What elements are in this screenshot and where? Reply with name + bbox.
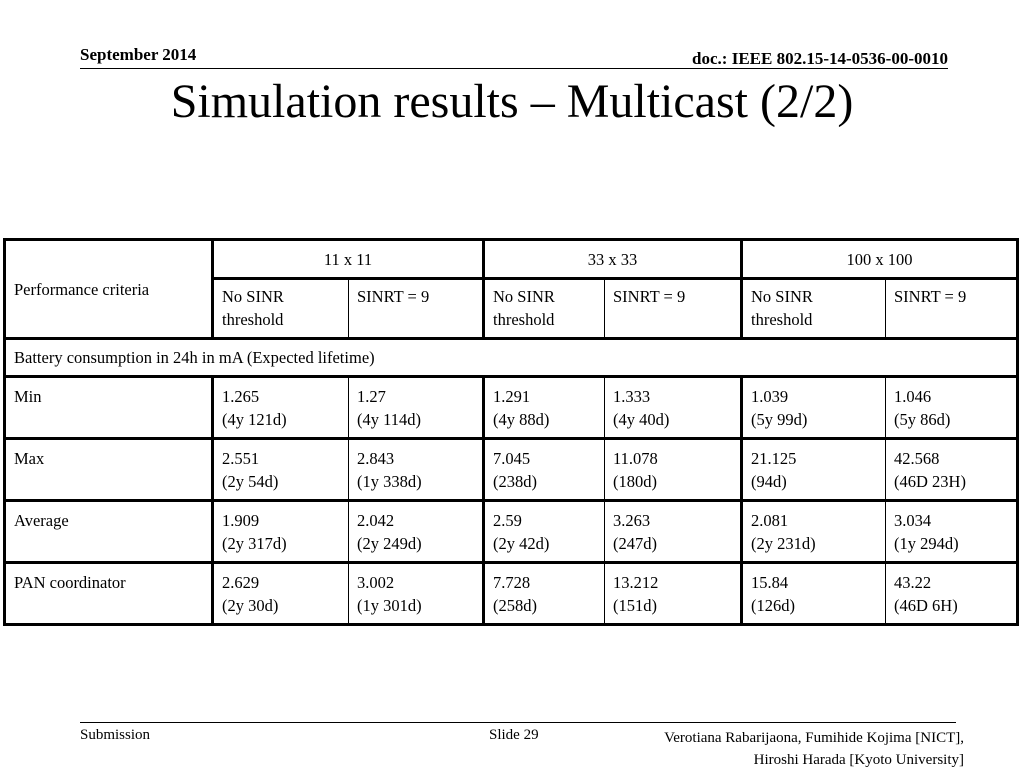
table-cell: 43.22 (46D 6H)	[886, 563, 1018, 625]
table-cell: 1.265 (4y 121d)	[213, 377, 349, 439]
footer-submission: Submission	[80, 727, 151, 743]
footer-authors	[664, 727, 964, 771]
footer-slide-number: Slide 29	[489, 727, 539, 743]
subheader-cell: No SINR threshold	[484, 279, 605, 339]
header-divider	[80, 68, 948, 69]
header-doc-id: doc.: IEEE 802.15-14-0536-00-0010	[692, 49, 948, 68]
subheader-cell: No SINR threshold	[213, 279, 349, 339]
slide-title: Simulation results – Multicast (2/2)	[170, 75, 854, 128]
group-header-100: 100 x 100	[742, 240, 1018, 279]
table-row	[5, 439, 1018, 501]
table-row	[5, 377, 1018, 439]
table-cell: 3.034 (1y 294d)	[886, 501, 1018, 563]
row-label: Average	[5, 501, 213, 563]
table-cell: 1.039 (5y 99d)	[742, 377, 886, 439]
table-header-row	[5, 240, 1018, 279]
row-label: Min	[5, 377, 213, 439]
table-cell: 21.125 (94d)	[742, 439, 886, 501]
section-row	[5, 339, 1018, 377]
table-cell: 2.59 (2y 42d)	[484, 501, 605, 563]
group-header-33: 33 x 33	[484, 240, 742, 279]
criteria-header-cell	[5, 240, 213, 339]
footer-authors-line1: Verotiana Rabarijaona, Fumihide Kojima [NICT],	[664, 730, 964, 746]
row-label: Max	[5, 439, 213, 501]
table-cell: 2.042 (2y 249d)	[349, 501, 484, 563]
table-cell: 42.568 (46D 23H)	[886, 439, 1018, 501]
table-cell: 7.045 (238d)	[484, 439, 605, 501]
row-label: PAN coordinator	[5, 563, 213, 625]
table-cell: 1.046 (5y 86d)	[886, 377, 1018, 439]
table-cell: 7.728 (258d)	[484, 563, 605, 625]
table-cell: 15.84 (126d)	[742, 563, 886, 625]
table-cell: 2.551 (2y 54d)	[213, 439, 349, 501]
table-cell: 1.909 (2y 317d)	[213, 501, 349, 563]
subheader-cell: SINRT = 9	[886, 279, 1018, 339]
table-row	[5, 563, 1018, 625]
table-cell: 2.081 (2y 231d)	[742, 501, 886, 563]
table-cell: 11.078 (180d)	[605, 439, 742, 501]
section-label: Battery consumption in 24h in mA (Expected lifetime)	[5, 339, 1018, 377]
header-date: September 2014	[80, 45, 197, 64]
table-cell: 2.629 (2y 30d)	[213, 563, 349, 625]
criteria-label: Performance criteria	[14, 280, 150, 299]
table-cell: 3.002 (1y 301d)	[349, 563, 484, 625]
footer-authors-line2: Hiroshi Harada [Kyoto University]	[753, 752, 964, 768]
group-header-11: 11 x 11	[213, 240, 484, 279]
subheader-cell: No SINR threshold	[742, 279, 886, 339]
table-cell: 1.27 (4y 114d)	[349, 377, 484, 439]
subheader-cell: SINRT = 9	[349, 279, 484, 339]
table-cell: 3.263 (247d)	[605, 501, 742, 563]
results-table	[3, 238, 1019, 626]
table-cell: 1.333 (4y 40d)	[605, 377, 742, 439]
footer-divider	[80, 722, 956, 723]
table-cell: 1.291 (4y 88d)	[484, 377, 605, 439]
subheader-cell: SINRT = 9	[605, 279, 742, 339]
table-row	[5, 501, 1018, 563]
table-cell: 13.212 (151d)	[605, 563, 742, 625]
table-cell: 2.843 (1y 338d)	[349, 439, 484, 501]
